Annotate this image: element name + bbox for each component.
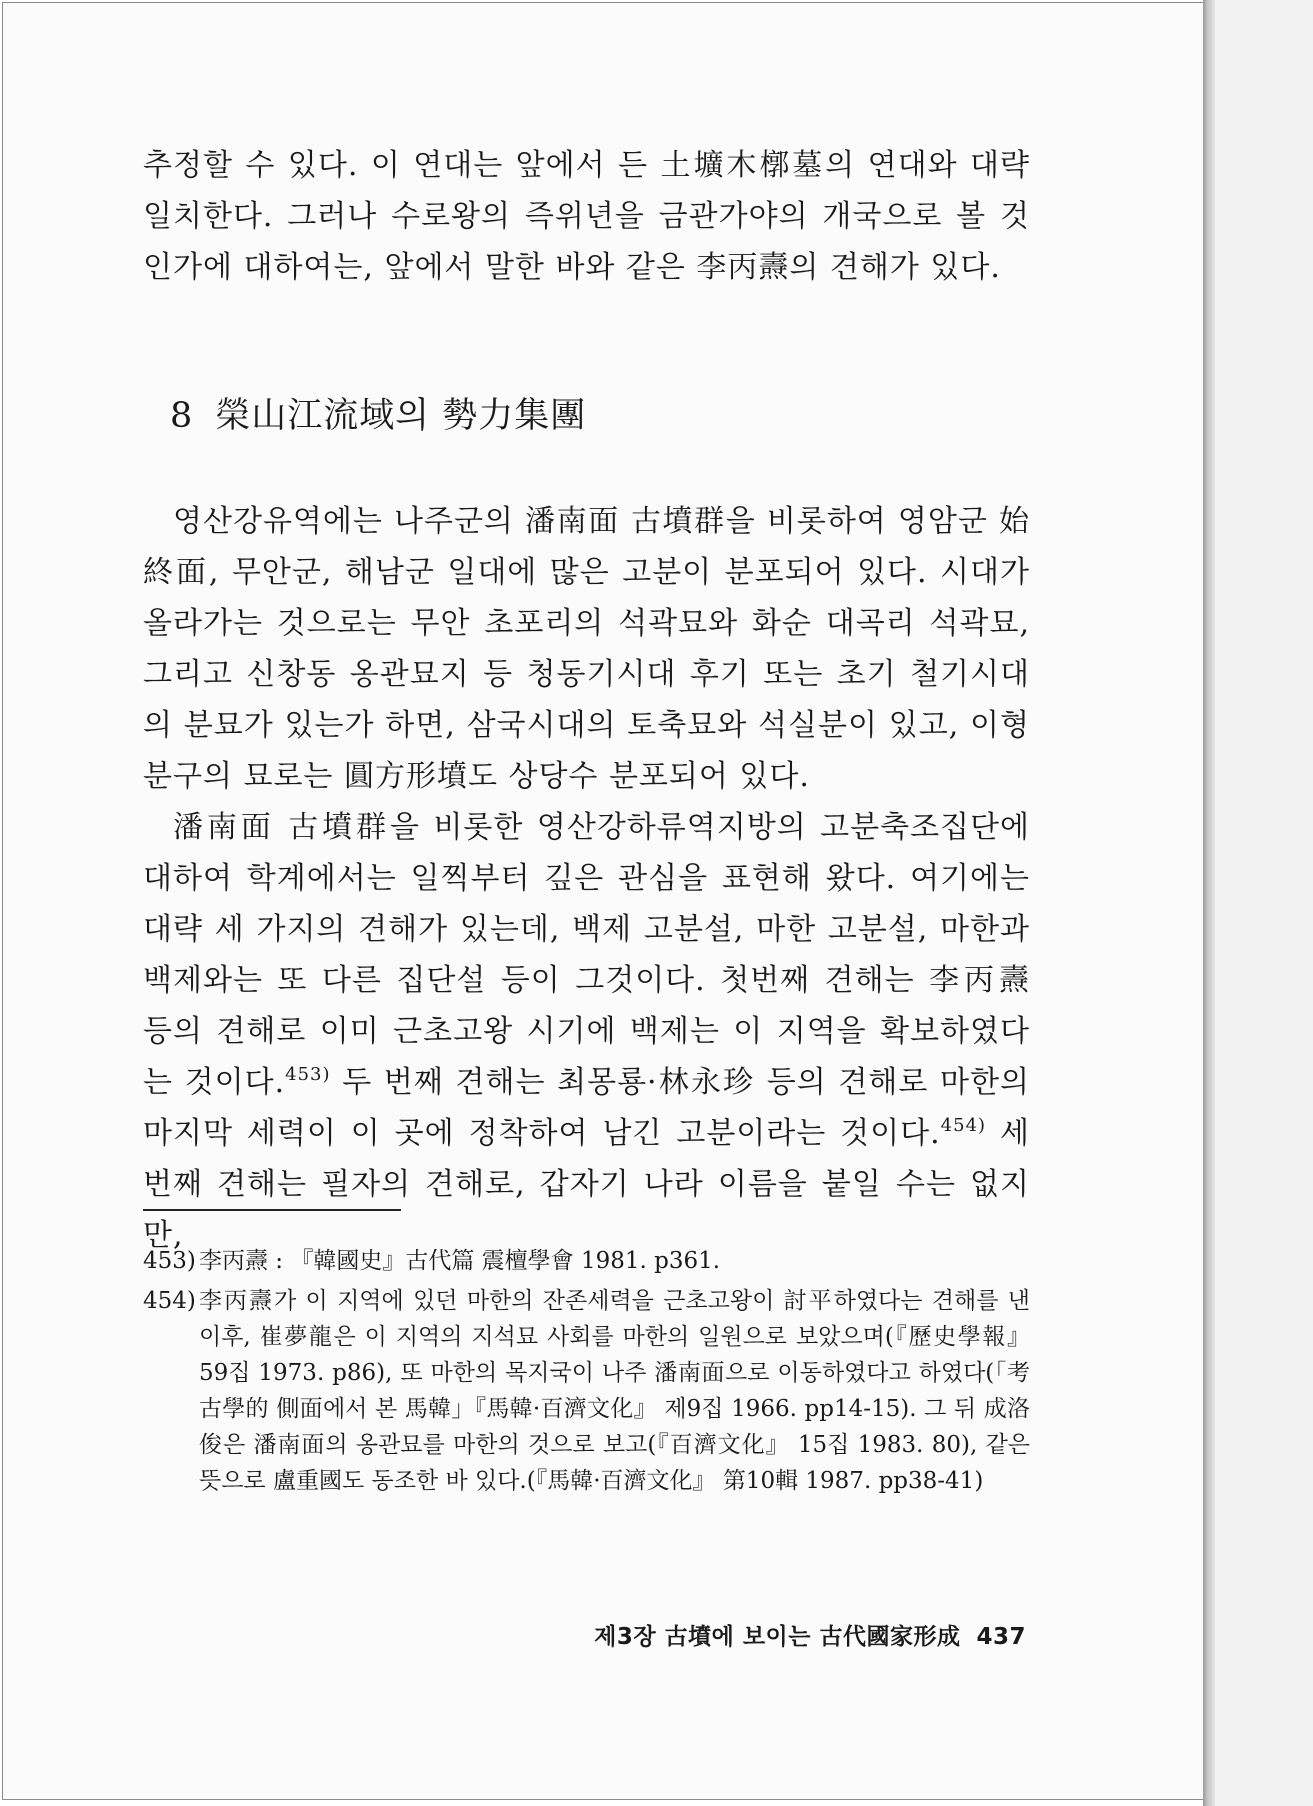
footnote-number: 454) [143, 1288, 196, 1314]
paragraph-2-part-b: 두 번째 견해는 최몽룡·林永珍 등의 견해로 마한의 마지막 세력이 이 곳에 정착하여 남긴 고분이라는 것이다. [143, 1065, 1030, 1151]
section-number: 8 [170, 396, 194, 436]
footnote-text: 李丙燾가 이 지역에 있던 마한의 잔존세력을 근초고왕이 討平하였다는 견해를 낸 이후, 崔夢龍은 이 지역의 지석묘 사회를 마한의 일원으로 보았으며(『歷史學報』 59집 1973. p86), 또 마한의 목지국이 나주 潘南面으로 이동하였다고 하였다(「考古學的 側面에서 본 馬韓」『馬韓·百濟文化』 제9집 1966. pp14-15). 그 뒤 成洛俊은 潘南面의 옹관묘를 마한의 것으로 보고(『百濟文化』 15집 1983. 80), 같은 뜻으로 盧重國도 동조한 바 있다.(『馬韓·百濟文化』 第10輯 1987. pp38-41) [199, 1288, 1030, 1494]
footnote-text: 李丙燾 : 『韓國史』古代篇 震檀學會 1981. p361. [199, 1248, 721, 1274]
book-spine-edge [1203, 0, 1215, 1806]
footnote-ref-454[interactable]: 454) [940, 1115, 987, 1136]
body-text [143, 496, 1030, 1261]
intro-paragraph-block [143, 140, 1030, 293]
page-footer [594, 1618, 1026, 1651]
footnote-number: 453) [143, 1248, 196, 1274]
footnotes [143, 1243, 1030, 1503]
paragraph-2-part-c: 세 번째 견해는 필자의 견해로, 갑자기 나라 이름을 붙일 수는 없지만, [143, 1116, 1030, 1253]
background-margin [1215, 0, 1313, 1806]
footnote-ref-453[interactable]: 453) [285, 1064, 331, 1085]
footnote-454 [143, 1283, 1030, 1499]
running-title: 제3장 古墳에 보이는 古代國家形成 [594, 1624, 961, 1650]
intro-paragraph: 추정할 수 있다. 이 연대는 앞에서 든 土壙木槨墓의 연대와 대략 일치한다. 그러나 수로왕의 즉위년을 금관가야의 개국으로 볼 것인가에 대하여는, 앞에서 말한 바와 같은 李丙燾의 견해가 있다. [143, 148, 1030, 285]
page-number: 437 [976, 1624, 1026, 1650]
body-paragraph-1: 영산강유역에는 나주군의 潘南面 古墳群을 비롯하여 영암군 始終面, 무안군, 해남군 일대에 많은 고분이 분포되어 있다. 시대가 올라가는 것으로는 무안 초포리의 석곽묘와 화순 대곡리 석곽묘, 그리고 신창동 옹관묘지 등 청동기시대 후기 또는 초기 철기시대의 분묘가 있는가 하면, 삼국시대의 토축묘와 석실분이 있고, 이형분구의 묘로는 圓方形墳도 상당수 분포되어 있다. [143, 504, 1030, 794]
footnote-453 [143, 1243, 1030, 1279]
paragraph-2-part-a: 潘南面 古墳群을 비롯한 영산강하류역지방의 고분축조집단에 대하여 학계에서는 일찍부터 깊은 관심을 표현해 왔다. 여기에는 대략 세 가지의 견해가 있는데, 백제 고분설, 마한 고분설, 마한과 백제와는 또 다른 집단설 등이 그것이다. 첫번째 견해는 李丙燾 등의 견해로 이미 근초고왕 시기에 백제는 이 지역을 확보하였다는 것이다. [143, 810, 1030, 1100]
section-title: 榮山江流域의 勢力集團 [215, 396, 587, 436]
section-heading [170, 388, 586, 438]
footnote-divider [143, 1209, 401, 1211]
body-paragraph-2 [143, 802, 1030, 1261]
